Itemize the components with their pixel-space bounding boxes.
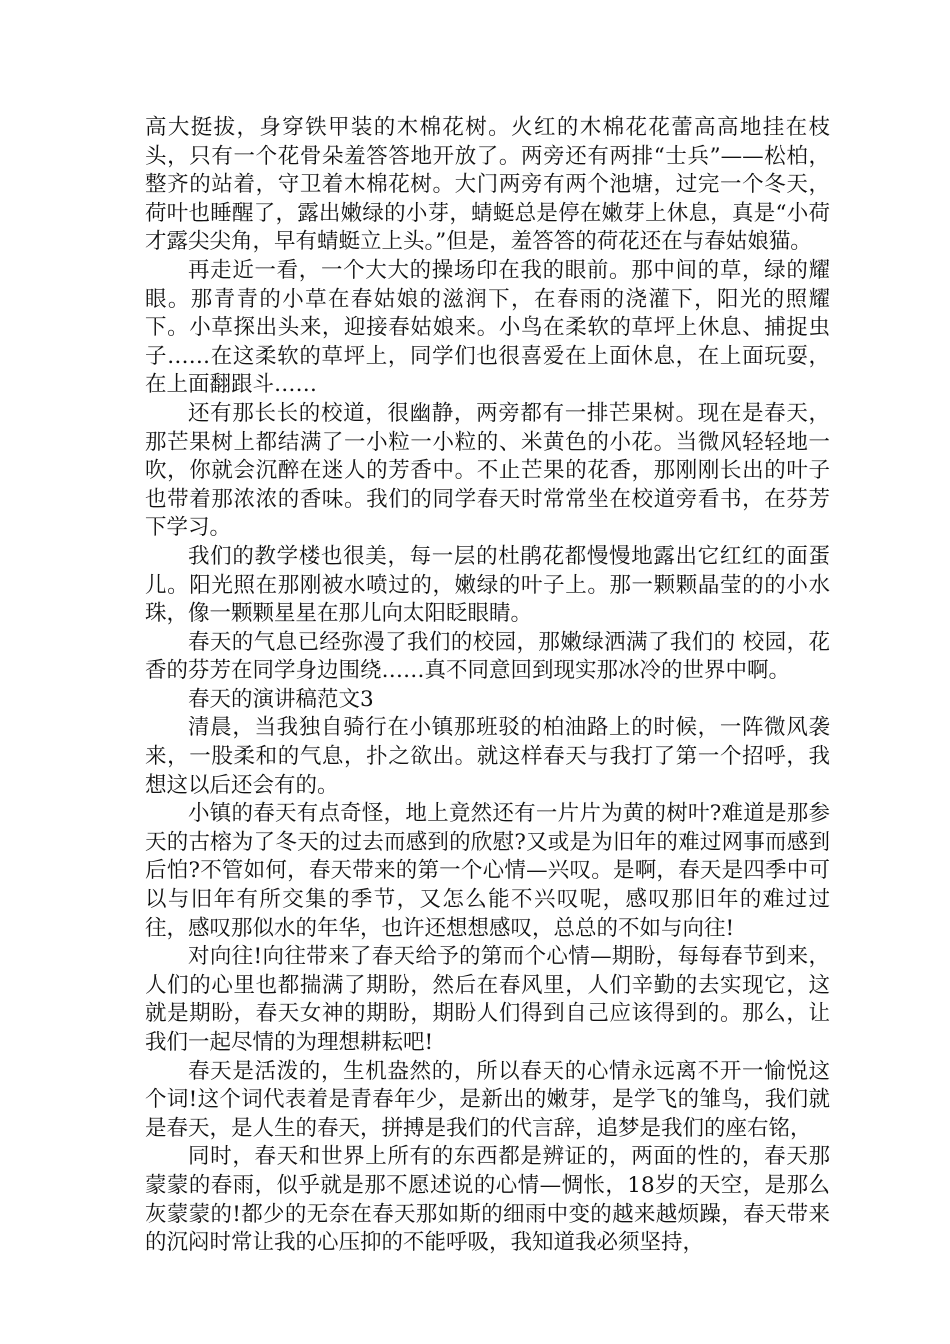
paragraph-10: 春天是活泼的，生机盎然的，所以春天的心情永远离不开一愉悦这个词!这个词代表着是青春年少，是新出的嫩芽，是学飞的雏鸟，我们就是春天，是人生的春天，拼搏是我们的代言辞，追梦是我们的座右铭， [145, 1058, 830, 1141]
paragraph-1: 高大挺拔，身穿铁甲装的木棉花树。火红的木棉花花蕾高高地挂在枝头，只有一个花骨朵羞答答地开放了。两旁还有两排“士兵”——松柏，整齐的站着，守卫着木棉花树。大门两旁有两个池塘，过完一个冬天，荷叶也睡醒了，露出嫩绿的小芽，蜻蜓总是停在嫩芽上休息，真是“小荷才露尖尖角，早有蜻蜓立上头。”但是，羞答答的荷花还在与春姑娘猫。 [145, 115, 830, 255]
document-body [145, 114, 830, 1258]
section-heading: 春天的演讲稿范文3 [188, 686, 374, 712]
paragraph-4: 我们的教学楼也很美，每一层的杜鹃花都慢慢地露出它红红的面蛋儿。阳光照在那刚被水喷过的，嫩绿的叶子上。那一颗颗晶莹的的小水珠，像一颗颗星星在那儿向太阳眨眼睛。 [145, 543, 830, 627]
paragraph-5: 春天的气息已经弥漫了我们的校园，那嫩绿洒满了我们的 校园，花香的芬芳在同学身边围绕……真不同意回到现实那冰冷的世界中啊。 [145, 629, 830, 684]
paragraph-2: 再走近一看，一个大大的操场印在我的眼前。那中间的草，绿的耀眼。那青青的小草在春姑娘的滋润下，在春雨的浇灌下，阳光的照耀下。小草探出头来，迎接春姑娘来。小鸟在柔软的草坪上休息、捕捉虫子……在这柔软的草坪上，同学们也很喜爱在上面休息，在上面玩耍，在上面翻跟斗…… [145, 257, 830, 398]
paragraph-9: 对向往!向往带来了春天给予的第而个心情—期盼，每每春节到来，人们的心里也都揣满了期盼，然后在春风里，人们辛勤的去实现它，这就是期盼，春天女神的期盼，期盼人们得到自己应该得到的。那么，让我们一起尽情的为理想耕耘吧! [145, 944, 830, 1055]
paragraph-11: 同时，春天和世界上所有的东西都是辨证的，两面的性的，春天那蒙蒙的春雨，似乎就是那不愿述说的心情—惆怅，18岁的天空，是那么灰蒙蒙的!都少的无奈在春天那如斯的细雨中变的越来越烦躁，春天带来的沉闷时常让我的心压抑的不能呼吸，我知道我必须坚持， [145, 1144, 830, 1256]
paragraph-8: 小镇的春天有点奇怪，地上竟然还有一片片为黄的树叶?难道是那参天的古榕为了冬天的过去而感到的欣慰?又或是为旧年的难过网事而感到后怕?不管如何，春天带来的第一个心情—兴叹。是啊，春天是四季中可以与旧年有所交集的季节，又怎么能不兴叹呢，感叹那旧年的难过过往，感叹那似水的年华，也许还想想感叹，总总的不如与向往! [145, 801, 830, 941]
paragraph-3: 还有那长长的校道，很幽静，两旁都有一排芒果树。现在是春天，那芒果树上都结满了一小粒一小粒的、米黄色的小花。当微风轻轻地一吹，你就会沉醉在迷人的芳香中。不止芒果的花香，那刚刚长出的叶子也带着那浓浓的香味。我们的同学春天时常常坐在校道旁看书，在芬芳下学习。 [145, 400, 830, 541]
paragraph-7: 清晨，当我独自骑行在小镇那班驳的柏油路上的时候，一阵微风袭来，一股柔和的气息，扑之欲出。就这样春天与我打了第一个招呼，我想这以后还会有的。 [145, 715, 830, 798]
